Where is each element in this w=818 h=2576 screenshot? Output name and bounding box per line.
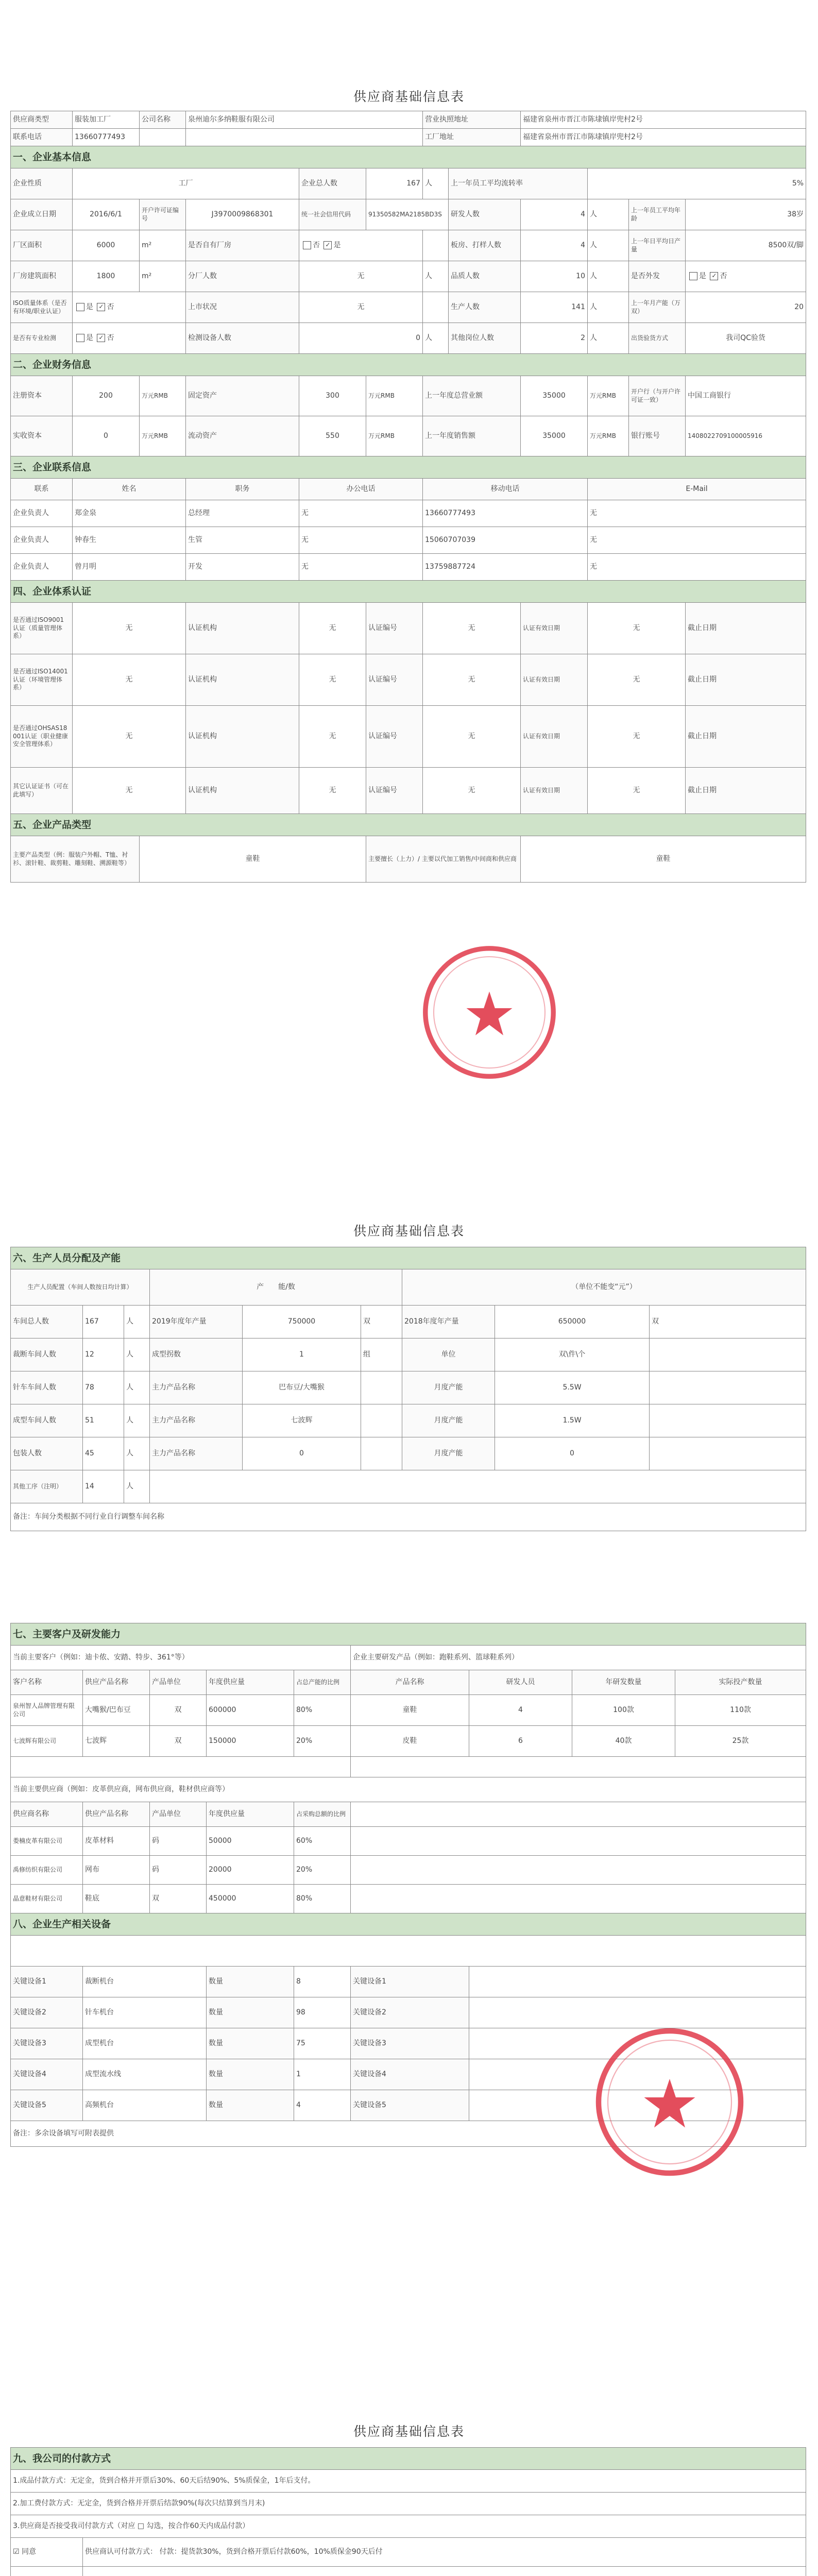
page-2 (0, 1149, 818, 2231)
reject-option[interactable] (11, 2567, 83, 2576)
company-seal-stamp (592, 2025, 747, 2179)
license-label: 开户许可证编号 (140, 199, 186, 230)
factory-addr-label: 工厂地址 (423, 129, 521, 146)
account-value: 1408022709100005916 (686, 416, 806, 456)
accept-option[interactable]: ☑ 同意 (11, 2538, 83, 2567)
iso-options[interactable]: 是 ✓ 否 (73, 292, 186, 323)
iso-yes-checkbox[interactable] (76, 303, 84, 311)
section-basic-info: 一、企业基本信息 (11, 146, 806, 168)
section-certification: 四、企业体系认证 (11, 581, 806, 603)
own-factory-label: 是否自有厂房 (186, 230, 299, 261)
prod-staff-value: 141 (521, 292, 588, 323)
credit-label: 统一社会信用代码 (299, 199, 366, 230)
main-product-label: 主要产品类型（例：服装户外帽、T恤、衬衫、滚针鞋、裁剪鞋、雕刻鞋、溯源鞋等） (11, 836, 140, 883)
section-product-type: 五、企业产品类型 (11, 814, 806, 836)
last-sales-label: 上一年度销售额 (423, 416, 521, 456)
nature-label: 企业性质 (11, 168, 73, 199)
test-yes-checkbox[interactable] (76, 334, 84, 342)
customers-table: 七、主要客户及研发能力 当前主要客户（例如：迪卡侬、安踏、特步、361°等） 企业主要研发产品（例如：跑鞋系列、篮球鞋系列） 客户名称 供应产品名称 产品单位 年度供应量 占总产能的比例 产品名称 研发人员 年研发数量 实际投产数量 泉州智人品牌管理有限公司 大嘴猴/巴布豆 双 600000 80% 童鞋 4 100款 110款 七波辉有限公司 七波辉 双 150000 20% 皮鞋 6 40款 25款 当前主要供应商（例如：皮革供应商，网布供应商，鞋材供应商等） 供应商名称 供应产品名称 产品单位 年度供应量 占采购总额的比例 娄楠皮革有限公司 皮革材料 码 50000 60% 禹修纺织有限公司 网布 码 20000 20% 晶意鞋材有限公司 鞋底 双 450000 80% 八、企业生产相关设备 关键设备1 裁断机台 数量 8 关键设备1 关键设备2 针车机台 数量 98 关键设备2 关键设备3 成型机台 数量 75 关键设备3 关键设备4 成型流水线 数量 1 关键设备4 关键设备5 高频机台 数量 4 关键设备5 备注：多余设备填写可附表提供 (10, 1623, 806, 2147)
other-staff-value: 2 (521, 323, 588, 354)
inspection-label: 出货验货方式 (629, 323, 686, 354)
accept-checkbox[interactable]: ☑ (13, 2548, 20, 2556)
listed-value: 无 (299, 292, 423, 323)
founded-label: 企业成立日期 (11, 199, 73, 230)
cert-row: 是否通过ISO14001认证（环境管理体系） 无 认证机构 无 认证编号 无 认证有效日期 无 截止日期 (11, 654, 806, 706)
turnover-value: 5% (588, 168, 806, 199)
doc-title: 供应商基础信息表 (353, 89, 465, 104)
supplier-row: 晶意鞋材有限公司 鞋底 双 450000 80% (11, 1885, 806, 1913)
other-staff-label: 其他岗位人数 (449, 323, 521, 354)
factory-addr-value: 福建省泉州市晋江市陈埭镇岸兜村2号 (521, 129, 806, 146)
iso-label: ISO质量体系（是否有环境/职业认证） (11, 292, 73, 323)
company-name-label: 公司名称 (140, 111, 186, 129)
type-value: 服装加工厂 (73, 111, 140, 129)
monthly-cap-value: 20 (686, 292, 806, 323)
customer-row: 七波辉有限公司 七波辉 双 150000 20% 皮鞋 6 40款 25款 (11, 1726, 806, 1757)
sample-label: 板房、打样人数 (449, 230, 521, 261)
branch-value: 无 (299, 261, 423, 292)
cert-row: 是否通过ISO9001认证（质量管理体系） 无 认证机构 无 认证编号 无 认证有效日期 无 截止日期 (11, 603, 806, 654)
branch-label: 分厂人数 (186, 261, 299, 292)
main-product-value: 童鞋 (140, 836, 366, 883)
section-contact: 三、企业联系信息 (11, 456, 806, 479)
qc-value: 10 (521, 261, 588, 292)
specialty-label: 主要擅长（上力）/ 主要以代加工销售/中间商和供应商 (366, 836, 521, 883)
capacity-row: 裁断车间人数 12 人 成型拐数 1 组 单位 双\件\个 (11, 1338, 806, 1371)
last-revenue-label: 上一年度总营业额 (423, 376, 521, 416)
company-name-value: 泉州迪尔多纳鞋服有限公司 (186, 111, 423, 129)
page-3 (0, 2303, 818, 2576)
capacity-row: 成型车间人数 51 人 主力产品名称 七波辉 月度产能 1.5W (11, 1404, 806, 1437)
own-yes-checkbox[interactable]: ✓ (323, 241, 332, 249)
section-payment: 九、我公司的付款方式 (11, 2448, 806, 2470)
payment-line-2: 2.加工费付款方式：无定金，货到合格并开票后结款90%(每次只结算到当月末) (11, 2493, 806, 2515)
credit-value: 91350582MA2185BD3S (366, 199, 449, 230)
prod-staff-head: 生产人员配置（车间人数按日均计算） (11, 1269, 150, 1306)
daily-output-value: 8500双/脚 (686, 230, 806, 261)
section-customers: 七、主要客户及研发能力 (11, 1623, 806, 1646)
rd-head: 企业主要研发产品（例如：跑鞋系列、篮球鞋系列） (351, 1646, 806, 1670)
listed-label: 上市状况 (186, 292, 299, 323)
customer-row: 泉州智人品牌管理有限公司 大嘴猴/巴布豆 双 600000 80% 童鞋 4 100款 110款 (11, 1695, 806, 1726)
payment-line-3: 3.供应商是否接受我司付款方式（对应 □ 勾选，按合作60天内成品付款） (11, 2515, 806, 2538)
contact-row: 企业负责人 曾月明 开发 无 13759887724 无 (11, 554, 806, 581)
last-sales-value: 35000 (521, 416, 588, 456)
specialty-value: 童鞋 (521, 836, 806, 883)
reg-cap-label: 注册资本 (11, 376, 73, 416)
type-label: 供应商类型 (11, 111, 73, 129)
capacity-note: 备注：车间分类根据不同行业自行调整车间名称 (11, 1503, 806, 1531)
payment-custom: 供应商认可付款方式： 付款：提货款30%，货到合格开票后付款60%，10%质保金90天后付 (83, 2538, 806, 2567)
capacity-row: 车间总人数 167 人 2019年度年产量 750000 双 2018年度年产量 650000 双 (11, 1306, 806, 1338)
qc-label: 品质人数 (449, 261, 521, 292)
last-revenue-value: 35000 (521, 376, 588, 416)
current-assets-label: 流动资产 (186, 416, 299, 456)
test-dept-label: 是否有专业检测 (11, 323, 73, 354)
account-label: 银行账号 (629, 416, 686, 456)
current-assets-value: 550 (299, 416, 366, 456)
monthly-cap-label: 上一年月产能（万双） (629, 292, 686, 323)
rd-value: 4 (521, 199, 588, 230)
reg-cap-value: 200 (73, 376, 140, 416)
equipment-row: 关键设备3 成型机台 数量 75 关键设备3 (11, 2028, 806, 2059)
inspection-value: 我司QC验货 (686, 323, 806, 354)
turnover-label: 上一年员工平均流转率 (449, 168, 588, 199)
reg-addr-value: 福建省泉州市晋江市陈埭镇岸兜村2号 (521, 111, 806, 129)
avg-age-label: 上一年员工平均年龄 (629, 199, 686, 230)
fixed-assets-label: 固定资产 (186, 376, 299, 416)
prod-staff-label: 生产人数 (449, 292, 521, 323)
capacity-head: 产 能/数 (150, 1269, 402, 1306)
section-production-capacity: 六、生产人员分配及产能 (11, 1247, 806, 1269)
equipment-row: 关键设备1 裁断机台 数量 8 关键设备1 (11, 1967, 806, 1997)
test-staff-label: 检测设备人数 (186, 323, 299, 354)
section-equipment: 八、企业生产相关设备 (11, 1913, 806, 1936)
supplier-table-page1: 供应商类型 服装加工厂 公司名称 泉州迪尔多纳鞋服有限公司 营业执照地址 福建省泉州市晋江市陈埭镇岸兜村2号 联系电话 13660777493 工厂地址 福建省泉州市晋江市陈埭镇岸兜村2号 一、企业基本信息 企业性质 工厂 企业总人数 167 人 上一年员工平均流转率 5% 企业成立日期 2016/6/1 开户许可证编号 J3970009868301 统一社会信用代码 91350582MA2185BD3S 研发人数 4 人 上一年员工平均年龄 38岁 厂区面积 6000 m² 是否自有厂房 否 ✓ 是 板房、打样人数 4 人 上一年日平均日产量 8500双/脚 厂房建筑面积 1800 m² 分厂人数 无 人 品质人数 10 人 是否外发 是 ✓ 否 ISO质量体系（是否有环境/职业认证） 是 ✓ 否 上市状况 无 生产人数 141 人 上一年月产能（万双） 20 是否有专业检测 是 ✓ 否 检测设备人数 0 人 其他岗位人数 2 人 出货验货方式 我司QC验货 二、企业财务信息 注册资本 200 万元RMB 固定资产 300 万元RMB 上一年度总营业额 35000 万元RMB 开户行（与开户许可证一致） 中国工商银行 实收资本 0 万元RMB 流动资产 550 万元RMB 上一年度销售额 35000 万元RMB 银行账号 1408022709100005916 三、企业联系信息 联系 姓名 职务 办公电话 移动电话 E-Mail 企业负责人 郑金泉 总经理 无 13660777493 无 企业负责人 钟春生 生管 无 15060707039 无 企业负责人 曾月明 开发 无 13759887724 无 四、企业体系认证 是否通过ISO9001认证（质量管理体系） 无 认证机构 无 认证编号 无 认证有效日期 无 截止日期 是否通过ISO14001认证（环境管理体系） 无 认证机构 无 认证编号 无 认证有效日期 无 截止日期 是否通过OHSAS18001认证（职业健康安全管理体系） 无 认证机构 无 认证编号 无 认证有效日期 无 截止日期 其它认证证书（可在此填写） 无 认证机构 无 认证编号 无 认证有效日期 无 截止日期 五、企业产品类型 主要产品类型（例：服装户外帽、T恤、衬衫、滚针鞋、裁剪鞋、雕刻鞋、溯源鞋等） 童鞋 主要擅长（上力）/ 主要以代加工销售/中间商和供应商 童鞋 (10, 111, 806, 883)
total-emp-label: 企业总人数 (299, 168, 366, 199)
daily-output-label: 上一年日平均日产量 (629, 230, 686, 261)
bank-value: 中国工商银行 (686, 376, 806, 416)
own-no-checkbox[interactable] (303, 241, 311, 249)
cert-row: 是否通过OHSAS18001认证（职业健康安全管理体系） 无 认证机构 无 认证编号 无 认证有效日期 无 截止日期 (11, 706, 806, 768)
contact-row: 企业负责人 钟春生 生管 无 15060707039 无 (11, 527, 806, 554)
payment-custom-value: 付款：提货款30%，货到合格开票后付款60%，10%质保金90天后付 (159, 2548, 383, 2556)
paid-cap-value: 0 (73, 416, 140, 456)
subcon-label: 是否外发 (629, 261, 686, 292)
supplier-row: 娄楠皮革有限公司 皮革材料 码 50000 60% (11, 1827, 806, 1856)
license-value: J3970009868301 (186, 199, 299, 230)
build-label: 厂房建筑面积 (11, 261, 73, 292)
equipment-row: 关键设备2 针车机台 数量 98 关键设备2 (11, 1997, 806, 2028)
area-value: 6000 (73, 230, 140, 261)
equipment-row: 关键设备5 高频机台 数量 4 关键设备5 (11, 2090, 806, 2121)
iso-no-checkbox[interactable]: ✓ (97, 303, 105, 311)
doc-title: 供应商基础信息表 (353, 1224, 465, 1239)
contact-row: 企业负责人 郑金泉 总经理 无 13660777493 无 (11, 500, 806, 527)
bank-label: 开户行（与开户许可证一致） (629, 376, 686, 416)
subcon-no-checkbox[interactable]: ✓ (710, 272, 718, 280)
subcon-yes-checkbox[interactable] (689, 272, 697, 280)
cert-row: 其它认证证书（可在此填写） 无 认证机构 无 认证编号 无 认证有效日期 无 截止日期 (11, 768, 806, 814)
founded-value: 2016/6/1 (73, 199, 140, 230)
phone-value: 13660777493 (73, 129, 140, 146)
own-factory-options[interactable]: 否 ✓ 是 (299, 230, 423, 261)
section-finance: 二、企业财务信息 (11, 354, 806, 376)
test-staff-value: 0 (299, 323, 423, 354)
doc-title: 供应商基础信息表 (353, 2424, 465, 2439)
customers-head: 当前主要客户（例如：迪卡侬、安踏、特步、361°等） (11, 1646, 351, 1670)
capacity-unit-note: （单位不能变“元”） (402, 1269, 806, 1306)
suppliers-head: 当前主要供应商（例如：皮革供应商，网布供应商，鞋材供应商等） (11, 1777, 806, 1802)
capacity-row: 针车车间人数 78 人 主力产品名称 巴布豆/大嘴猴 月度产能 5.5W (11, 1371, 806, 1404)
test-dept-options[interactable]: 是 ✓ 否 (73, 323, 186, 354)
reg-addr-label: 营业执照地址 (423, 111, 521, 129)
test-no-checkbox[interactable]: ✓ (97, 334, 105, 342)
total-emp-value: 167 (366, 168, 423, 199)
page-1 (0, 0, 818, 1030)
nature-value: 工厂 (73, 168, 299, 199)
sample-value: 4 (521, 230, 588, 261)
supplier-table-page2 (10, 1247, 806, 1531)
payment-line-1: 1.成品付款方式：无定金，货到合格并开票后30%、60天后结90%、5%质保金，1年后支付。 (11, 2470, 806, 2493)
subcon-options[interactable]: 是 ✓ 否 (686, 261, 806, 292)
equipment-note: 备注：多余设备填写可附表提供 (11, 2121, 806, 2147)
payment-table (10, 2447, 806, 2576)
area-label: 厂区面积 (11, 230, 73, 261)
rd-label: 研发人数 (449, 199, 521, 230)
supplier-row: 禹修纺织有限公司 网布 码 20000 20% (11, 1856, 806, 1885)
equipment-row: 关键设备4 成型流水线 数量 1 关键设备4 (11, 2059, 806, 2090)
fixed-assets-value: 300 (299, 376, 366, 416)
phone-label: 联系电话 (11, 129, 73, 146)
company-seal-stamp (420, 943, 559, 1082)
capacity-row: 包装人数 45 人 主力产品名称 0 月度产能 0 (11, 1437, 806, 1470)
avg-age-value: 38岁 (686, 199, 806, 230)
capacity-row: 其他工序（注明） 14 人 (11, 1470, 806, 1503)
paid-cap-label: 实收资本 (11, 416, 73, 456)
build-value: 1800 (73, 261, 140, 292)
